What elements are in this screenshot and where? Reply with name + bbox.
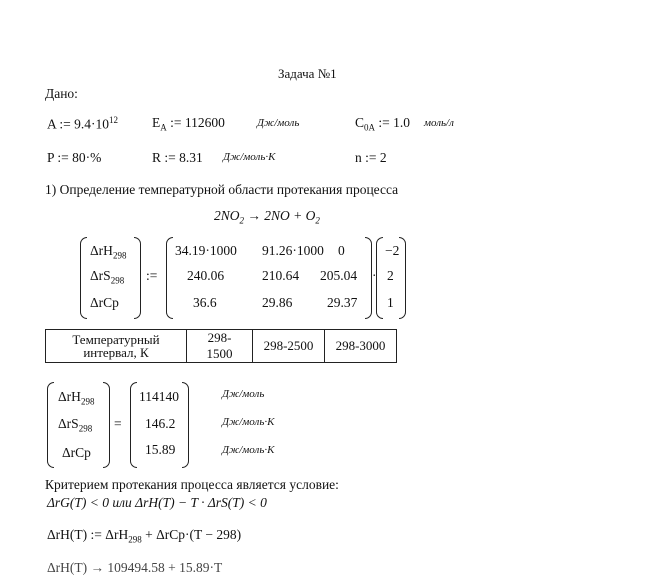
- result-value: 146.2: [145, 416, 176, 431]
- vec-dH: [90, 243, 126, 261]
- coeff-paren-left: [376, 237, 383, 319]
- section-heading: 1) Определение температурной области протекания процесса: [45, 182, 399, 197]
- given-A: [47, 115, 118, 133]
- table-row: [46, 330, 397, 363]
- vec-dH-symbol: ΔrH: [90, 243, 113, 258]
- result-vec-dS-symbol: ΔrS: [58, 416, 79, 431]
- given-C0A: [355, 115, 410, 133]
- given-R: R := 8.31: [152, 150, 203, 165]
- given-C0A-value: := 1.0: [378, 115, 411, 130]
- vec-dCp: ΔrCp: [90, 295, 119, 310]
- matrix-cell: 34.19·1000: [175, 243, 237, 258]
- dH-formula-lhs: ΔrH(T) := ΔrH: [47, 527, 129, 542]
- matrix-cell: 29.37: [327, 295, 358, 310]
- matrix-cell: 240.06: [187, 268, 225, 283]
- result-vec-dH-symbol: ΔrH: [58, 389, 81, 404]
- coeff-paren-right: [399, 237, 406, 319]
- reaction-left: 2NO: [214, 208, 240, 223]
- vec-paren-right: [134, 237, 141, 319]
- given-label: Дано:: [45, 86, 78, 101]
- matrix-cell: 0: [338, 243, 345, 258]
- given-A-exponent: 12: [109, 115, 118, 125]
- given-C0A-unit: моль/л: [424, 117, 454, 129]
- page-title: Задача №1: [278, 66, 337, 81]
- temperature-table: [45, 329, 397, 363]
- given-C0A-subscript: 0A: [364, 122, 376, 133]
- assign-operator: :=: [146, 268, 158, 283]
- reaction-equation: [214, 208, 320, 226]
- table-cell: 298-3000: [325, 330, 397, 363]
- result-unit: Дж/моль·К: [222, 416, 275, 428]
- given-A-expr: A := 9.4·10: [47, 116, 109, 132]
- result-paren-right: [182, 382, 189, 468]
- result-vec-paren-right: [103, 382, 110, 468]
- result-vec-dH-sub: 298: [80, 396, 95, 407]
- matrix-cell: 36.6: [193, 295, 217, 310]
- reaction-right: 2NO + O: [264, 208, 316, 223]
- vec-dS-sub: 298: [110, 275, 125, 286]
- reaction-arrow: →: [247, 208, 261, 223]
- result-unit: Дж/моль: [222, 388, 265, 400]
- cut-off-line: ΔrH(T) → 109494.58 + 15.89·T: [47, 560, 223, 575]
- matrix-cell: 210.64: [262, 268, 300, 283]
- table-cell: 298-1500: [187, 330, 253, 363]
- matrix-paren-left: [166, 237, 173, 319]
- dH-formula-rhs: + ΔrCp·(T − 298): [145, 527, 242, 542]
- vec-dS: [90, 268, 124, 286]
- dH-formula-sub: 298: [128, 534, 142, 545]
- multiply-dot: ·: [372, 268, 377, 283]
- given-EA-subscript: A: [160, 122, 167, 133]
- vec-dS-symbol: ΔrS: [90, 268, 111, 283]
- coeff-cell: −2: [385, 243, 400, 258]
- vec-paren-left: [80, 237, 87, 319]
- given-EA: [152, 115, 225, 133]
- given-EA-symbol: E: [152, 115, 161, 130]
- result-value: 114140: [139, 389, 179, 404]
- reaction-left-sub: 2: [239, 215, 245, 226]
- given-C0A-symbol: C: [355, 115, 365, 130]
- dH-formula: [47, 527, 241, 545]
- matrix-cell: 91.26·1000: [262, 243, 324, 258]
- matrix-cell: 29.86: [262, 295, 293, 310]
- criterion-text: Критерием протекания процесса является условие:: [45, 477, 339, 492]
- result-vec-dCp: ΔrCp: [62, 445, 91, 460]
- table-header-cell: Температурный интервал, К: [46, 330, 187, 363]
- coeff-cell: 1: [387, 295, 394, 310]
- given-EA-value: := 112600: [170, 115, 225, 130]
- matrix-cell: 205.04: [320, 268, 358, 283]
- given-EA-unit: Дж/моль: [257, 117, 300, 129]
- result-vec-paren-left: [47, 382, 54, 468]
- result-equals: =: [114, 416, 122, 431]
- coeff-cell: 2: [387, 268, 394, 283]
- table-cell: 298-2500: [253, 330, 325, 363]
- criterion-formula: ΔrG(T) < 0 или ΔrH(T) − T · ΔrS(T) < 0: [47, 495, 267, 510]
- reaction-right-sub: 2: [315, 215, 320, 226]
- matrix-paren-right: [365, 237, 372, 319]
- vec-dH-sub: 298: [112, 250, 127, 261]
- result-paren-left: [130, 382, 137, 468]
- result-value: 15.89: [145, 442, 176, 457]
- result-vec-dS-sub: 298: [78, 423, 93, 434]
- given-n: n := 2: [355, 150, 387, 165]
- result-vec-dH: [58, 389, 94, 407]
- given-P: P := 80·%: [47, 150, 102, 165]
- result-vec-dS: [58, 416, 92, 434]
- result-unit: Дж/моль·К: [222, 444, 275, 456]
- given-R-unit: Дж/моль·К: [223, 151, 276, 163]
